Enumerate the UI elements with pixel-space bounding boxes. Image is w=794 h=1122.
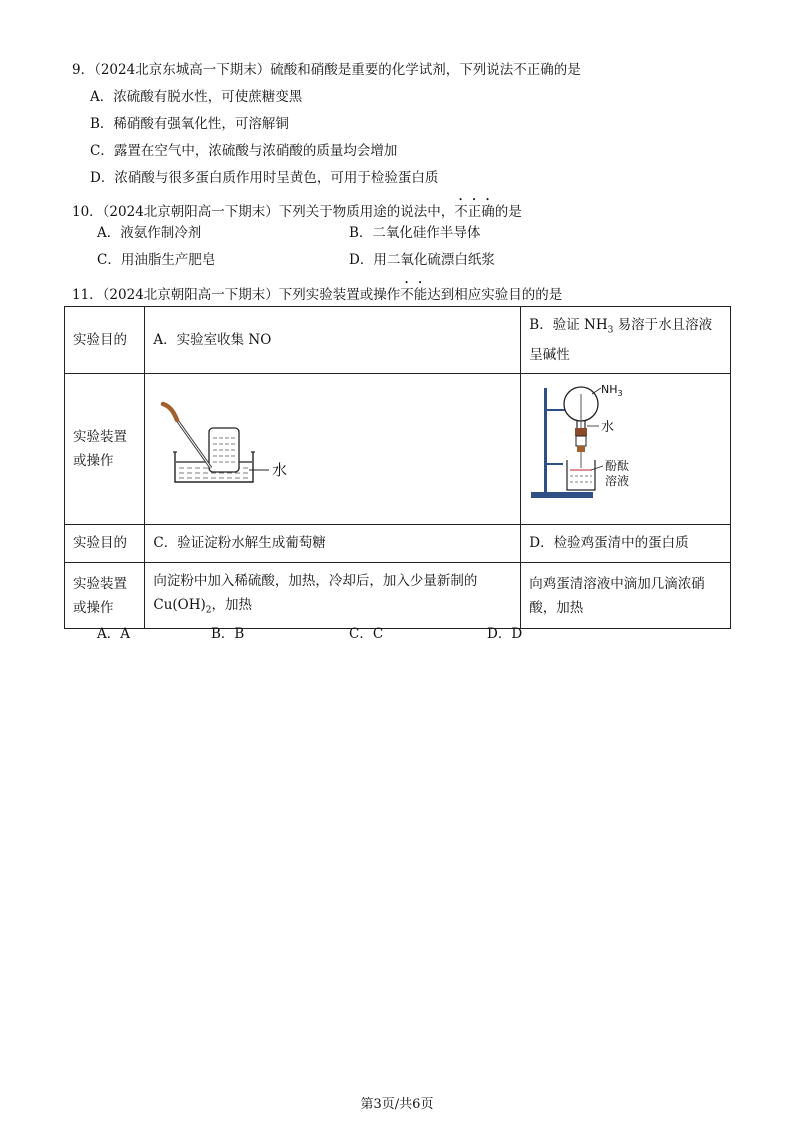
q11-answer-d: D．D: [487, 626, 523, 642]
purpose-label: 实验目的: [65, 307, 145, 374]
q11-stem-post: 达到相应实验目的的是: [427, 287, 563, 303]
indicator-label-2: 溶液: [605, 473, 630, 488]
option-a-apparatus-figure: [145, 373, 521, 524]
q11-stem-emphasis: 不能: [400, 287, 428, 303]
q10-stem-pre: 10．（2024北京朝阳高一下期末）下列关于物质用途的说法中，: [72, 204, 455, 220]
option-b-purpose: B．验证 $NH_3$ 易溶于水且溶液呈碱性: [521, 307, 731, 374]
q11-answer-c: C．C: [349, 626, 384, 642]
table-row: [65, 307, 731, 374]
q10-option-a: A．液氨作制冷剂: [97, 225, 202, 241]
q11-stem-pre: 11．（2024北京朝阳高一下期末）下列实验装置或操作: [72, 287, 401, 303]
q10-stem: [72, 196, 522, 221]
option-d-purpose: D．检验鸡蛋清中的蛋白质: [521, 524, 731, 562]
purpose-label: 实验目的: [65, 524, 145, 562]
q10-stem-post: 的是: [494, 204, 522, 220]
q11-answer-b: B．B: [211, 626, 245, 642]
water-label: 水: [272, 460, 288, 479]
q9-option-b: B．稀硝酸有强氧化性，可溶解铜: [90, 116, 289, 132]
ammonia-label: NH: [601, 382, 618, 396]
option-a-purpose: A．实验室收集 NO: [145, 307, 521, 374]
apparatus-label: 实验装置或操作: [65, 373, 145, 524]
fountain-experiment-diagram: [521, 374, 734, 516]
option-d-operation: 向鸡蛋清溶液中滴加几滴浓硝酸，加热: [521, 562, 731, 629]
ammonia-subscript: 3: [617, 388, 623, 398]
option-c-purpose: C．验证淀粉水解生成葡萄糖: [145, 524, 521, 562]
q10-option-b: B．二氧化硅作半导体: [349, 225, 481, 241]
q10-option-c: C．用油脂生产肥皂: [97, 252, 216, 268]
water-dropper-label: 水: [601, 419, 615, 435]
apparatus-label: 实验装置或操作: [65, 562, 145, 629]
q9-stem: 9．（2024北京东城高一下期末）硫酸和硝酸是重要的化学试剂，下列说法不正确的是: [72, 62, 581, 78]
q10-option-d: D．用二氧化硫漂白纸浆: [349, 252, 495, 268]
gas-collection-diagram: [145, 374, 491, 516]
q11-answer-a: A．A: [97, 626, 130, 642]
table-row: [65, 373, 731, 524]
option-b-apparatus-figure: [521, 373, 731, 524]
indicator-label-1: 酚酞: [605, 458, 630, 473]
q9-option-c: C．露置在空气中，浓硫酸与浓硝酸的质量均会增加: [90, 143, 398, 159]
experiment-table: [64, 306, 731, 629]
option-c-operation: 向淀粉中加入稀硫酸，加热，冷却后，加入少量新制的 $Cu(OH)_2$，加热: [145, 562, 521, 629]
q10-stem-emphasis: 不正确: [454, 204, 495, 220]
page-footer: 第3页/共6页: [360, 1097, 434, 1112]
svg-text:NH3: [601, 383, 623, 398]
q9-option-a: A．浓硫酸有脱水性，可使蔗糖变黑: [90, 89, 303, 105]
table-row: [65, 562, 731, 629]
q11-stem: [72, 279, 562, 304]
table-row: [65, 524, 731, 562]
q9-option-d: D．浓硝酸与很多蛋白质作用时呈黄色，可用于检验蛋白质: [90, 170, 439, 186]
